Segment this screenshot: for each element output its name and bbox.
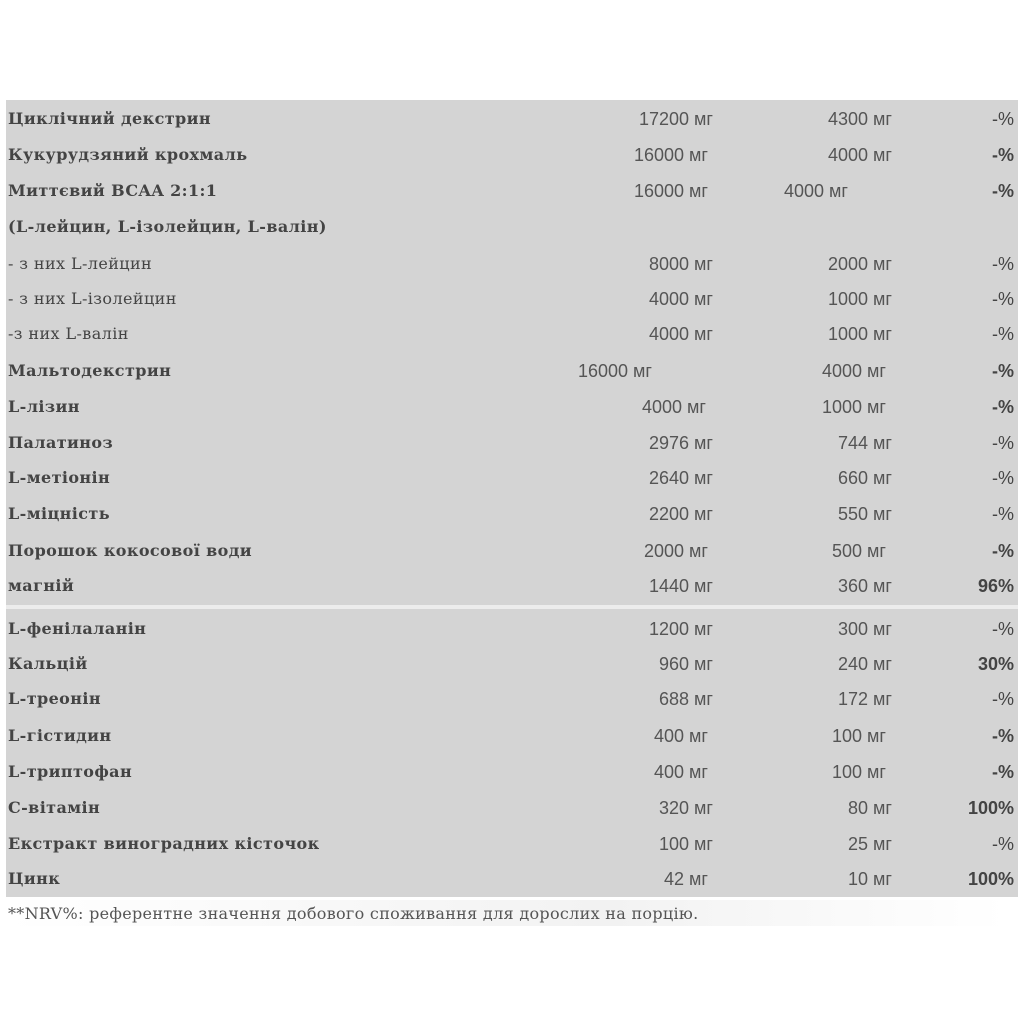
nutrition-table (6, 100, 1018, 897)
amount-per-portion: 300 мг (838, 619, 892, 639)
nrv-value: 30% (977, 654, 1014, 674)
amount-per-portion: 4000 мг (822, 361, 886, 381)
ingredient-name: Екстракт виноградних кісточок (8, 834, 320, 853)
nrv-value: -% (992, 109, 1014, 129)
nrv-value: 96% (977, 576, 1014, 596)
amount-per-portion: 100 мг (832, 762, 886, 782)
table-row (6, 829, 1018, 859)
table-row (6, 140, 1018, 170)
table-row (6, 649, 1018, 679)
table-row (6, 864, 1018, 894)
amount-per-portion: 500 мг (832, 541, 886, 561)
table-row (6, 463, 1018, 493)
amount-per-serving: 400 мг (654, 726, 708, 746)
table-row (6, 499, 1018, 529)
ingredient-name: Палатиноз (8, 433, 114, 452)
table-row (6, 536, 1018, 566)
nrv-value: -% (992, 289, 1014, 309)
table-row (6, 284, 1018, 314)
amount-per-portion: 2000 мг (828, 254, 892, 274)
amount-per-portion: 4300 мг (828, 109, 892, 129)
amount-per-portion: 660 мг (838, 468, 892, 488)
nrv-value: -% (992, 504, 1014, 524)
amount-per-serving: 960 мг (659, 654, 713, 674)
ingredient-name: L-триптофан (8, 762, 133, 781)
ingredient-name: -з них L-валін (8, 324, 129, 343)
amount-per-portion: 80 мг (848, 798, 892, 818)
table-row (6, 356, 1018, 386)
amount-per-portion: 172 мг (838, 689, 892, 709)
amount-per-serving: 16000 мг (634, 145, 708, 165)
ingredient-name: - з них L-лейцин (8, 254, 153, 273)
ingredient-name: L-треонін (8, 689, 101, 708)
ingredient-name: C-вітамін (8, 798, 101, 817)
amount-per-portion: 360 мг (838, 576, 892, 596)
table-row (6, 684, 1018, 714)
amount-per-portion: 100 мг (832, 726, 886, 746)
amount-per-serving: 42 мг (664, 869, 708, 889)
table-row (6, 249, 1018, 279)
amount-per-serving: 320 мг (659, 798, 713, 818)
table-row (6, 212, 1018, 242)
ingredient-name: L-лізин (8, 397, 80, 416)
nrv-value: -% (992, 689, 1014, 709)
table-row (6, 757, 1018, 787)
amount-per-portion: 1000 мг (828, 289, 892, 309)
amount-per-serving: 4000 мг (649, 289, 713, 309)
nrv-value: 100% (967, 869, 1014, 889)
table-row (6, 104, 1018, 134)
amount-per-serving: 1440 мг (649, 576, 713, 596)
nrv-value: -% (992, 541, 1014, 561)
ingredient-name: Мальтодекстрин (8, 361, 172, 380)
amount-per-serving: 400 мг (654, 762, 708, 782)
amount-per-serving: 1200 мг (649, 619, 713, 639)
table-row (6, 392, 1018, 422)
nrv-value: -% (992, 726, 1014, 746)
table-row (6, 319, 1018, 349)
ingredient-name: Кальцій (8, 654, 88, 673)
nrv-value: -% (992, 397, 1014, 417)
ingredient-name: L-гістидин (8, 726, 112, 745)
table-row (6, 614, 1018, 644)
nrv-value: -% (992, 324, 1014, 344)
ingredient-name: (L-лейцин, L-ізолейцин, L-валін) (8, 217, 327, 236)
amount-per-serving: 2640 мг (649, 468, 713, 488)
amount-per-portion: 10 мг (848, 869, 892, 889)
nrv-value: -% (992, 834, 1014, 854)
ingredient-name: - з них L-ізолейцин (8, 289, 177, 308)
nrv-value: -% (992, 433, 1014, 453)
table-row (6, 571, 1018, 601)
amount-per-portion: 4000 мг (828, 145, 892, 165)
ingredient-name: L-метіонін (8, 468, 111, 487)
nrv-value: -% (992, 762, 1014, 782)
nrv-value: -% (992, 181, 1014, 201)
ingredient-name: Кукурудзяний крохмаль (8, 145, 248, 164)
nrv-value: -% (992, 619, 1014, 639)
amount-per-serving: 2000 мг (644, 541, 708, 561)
amount-per-serving: 100 мг (659, 834, 713, 854)
nrv-value: -% (992, 254, 1014, 274)
ingredient-name: Порошок кокосової води (8, 541, 253, 560)
amount-per-portion: 4000 мг (784, 181, 848, 201)
table-row (6, 793, 1018, 823)
amount-per-serving: 2976 мг (649, 433, 713, 453)
ingredient-name: L-фенілаланін (8, 619, 147, 638)
nrv-value: 100% (967, 798, 1014, 818)
nrv-value: -% (992, 145, 1014, 165)
amount-per-portion: 550 мг (838, 504, 892, 524)
ingredient-name: магній (8, 576, 75, 595)
amount-per-serving: 16000 мг (634, 181, 708, 201)
amount-per-portion: 744 мг (838, 433, 892, 453)
amount-per-portion: 25 мг (848, 834, 892, 854)
ingredient-name: L-міцність (8, 504, 110, 523)
amount-per-portion: 1000 мг (822, 397, 886, 417)
amount-per-serving: 8000 мг (649, 254, 713, 274)
ingredient-name: Миттєвий BCAA 2:1:1 (8, 181, 218, 200)
nrv-value: -% (992, 361, 1014, 381)
table-row (6, 721, 1018, 751)
row-divider (6, 605, 1018, 609)
footnote: **NRV%: референтне значення добового споживання для дорослих на порцію. (8, 904, 699, 923)
ingredient-name: Цинк (8, 869, 61, 888)
amount-per-serving: 4000 мг (642, 397, 706, 417)
amount-per-serving: 17200 мг (639, 109, 713, 129)
amount-per-serving: 4000 мг (649, 324, 713, 344)
amount-per-portion: 240 мг (838, 654, 892, 674)
amount-per-serving: 688 мг (659, 689, 713, 709)
amount-per-serving: 2200 мг (649, 504, 713, 524)
table-row (6, 428, 1018, 458)
amount-per-serving: 16000 мг (578, 361, 652, 381)
ingredient-name: Циклічний декстрин (8, 109, 211, 128)
table-row (6, 176, 1018, 206)
amount-per-portion: 1000 мг (828, 324, 892, 344)
nrv-value: -% (992, 468, 1014, 488)
